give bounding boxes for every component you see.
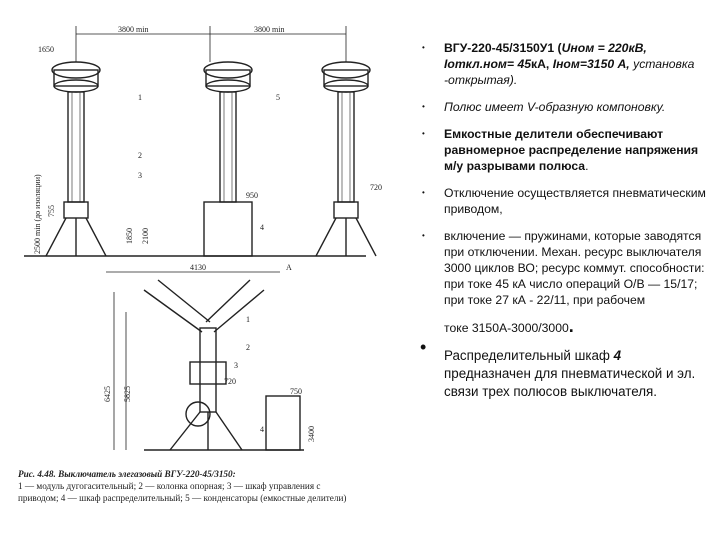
callout-2: 2 <box>138 151 142 160</box>
pole-middle <box>204 62 252 256</box>
pole-right <box>316 62 376 256</box>
callout-8: 3 <box>234 361 238 370</box>
dim-bottom-3: 6425 <box>103 386 112 402</box>
bullet-marker-large: • <box>420 337 427 357</box>
callout-4: 4 <box>260 223 264 232</box>
dim-left-2: 755 <box>47 205 56 217</box>
pole-left <box>46 62 106 256</box>
dim-mid-1: 950 <box>246 191 258 200</box>
dim-bottom-4: 5825 <box>123 386 132 402</box>
dim-bottom-2: А <box>286 263 292 272</box>
caption-title: Рис. 4.48. Выключатель элегазовый ВГУ-220-45/3150: <box>18 469 236 479</box>
bullet-marker: • <box>422 188 425 197</box>
caption-line-1: 1 — модуль дугогасительный; 2 — колонка опорная; 3 — шкаф управления с <box>18 481 321 491</box>
dim-bottom-5: 720 <box>224 377 236 386</box>
bullet-marker: • <box>422 231 425 240</box>
bullet-list <box>420 40 706 412</box>
bullet-marker: • <box>422 129 425 138</box>
figure-caption <box>18 468 418 504</box>
dim-bottom-1: 4130 <box>190 263 206 272</box>
dim-left-3: 1850 <box>125 228 134 244</box>
bullet-marker: • <box>422 102 425 111</box>
dim-left-1: 2500 min (до изоляции) <box>33 174 42 254</box>
callout-1: 1 <box>138 93 142 102</box>
dim-top-1: 3800 min <box>118 25 149 34</box>
bullet-item-closing: • включение — пружинами, которые заводятся при отключении. Механ. ресурс выключателя 3000 циклов ВО; ресурс коммут. способности: при токе 45 кА число операций О/В — 15/17; при токе 27 кА - 22/11, при рабочем токе 3150А-3000/3000. <box>422 229 705 336</box>
bullet-item-cabinet: • Распределительный шкаф 4 предназначен для пневматической и эл. связи трех полюсов выключателя. <box>420 337 696 399</box>
v-pole <box>106 272 300 450</box>
callout-3: 3 <box>138 171 142 180</box>
callout-5: 5 <box>276 93 280 102</box>
dim-bottom-7: 3400 <box>307 426 316 442</box>
breaker-technical-drawing <box>14 22 414 522</box>
bullet-marker: • <box>422 43 425 52</box>
dim-top-2: 3800 min <box>254 25 285 34</box>
bullet-item-spec: • ВГУ-220-45/3150У1 (Uном = 220кВ, Iоткл.ном= 45кА, Iном=3150 А, установка -открытая). <box>422 41 695 87</box>
callout-6: 1 <box>246 315 250 324</box>
drawing-svg <box>14 22 414 462</box>
callout-9: 4 <box>260 425 264 434</box>
bullet-item-dividers: • Емкостные делители обеспечивают равномерное распределение напряжения м/у разрывами полюса. <box>422 127 699 173</box>
dim-left-4: 2100 <box>141 228 150 244</box>
bullet-item-opening: • Отключение осуществляется пневматическим приводом, <box>422 186 706 216</box>
caption-line-2: приводом; 4 — шкаф распределительный; 5 — конденсаторы (емкостные делители) <box>18 493 347 503</box>
callout-7: 2 <box>246 343 250 352</box>
bullet-item-layout: • Полюс имеет V-образную компоновку. <box>422 100 666 114</box>
dim-top-3: 1650 <box>38 45 54 54</box>
dim-mid-2: 720 <box>370 183 382 192</box>
dim-bottom-6: 750 <box>290 387 302 396</box>
